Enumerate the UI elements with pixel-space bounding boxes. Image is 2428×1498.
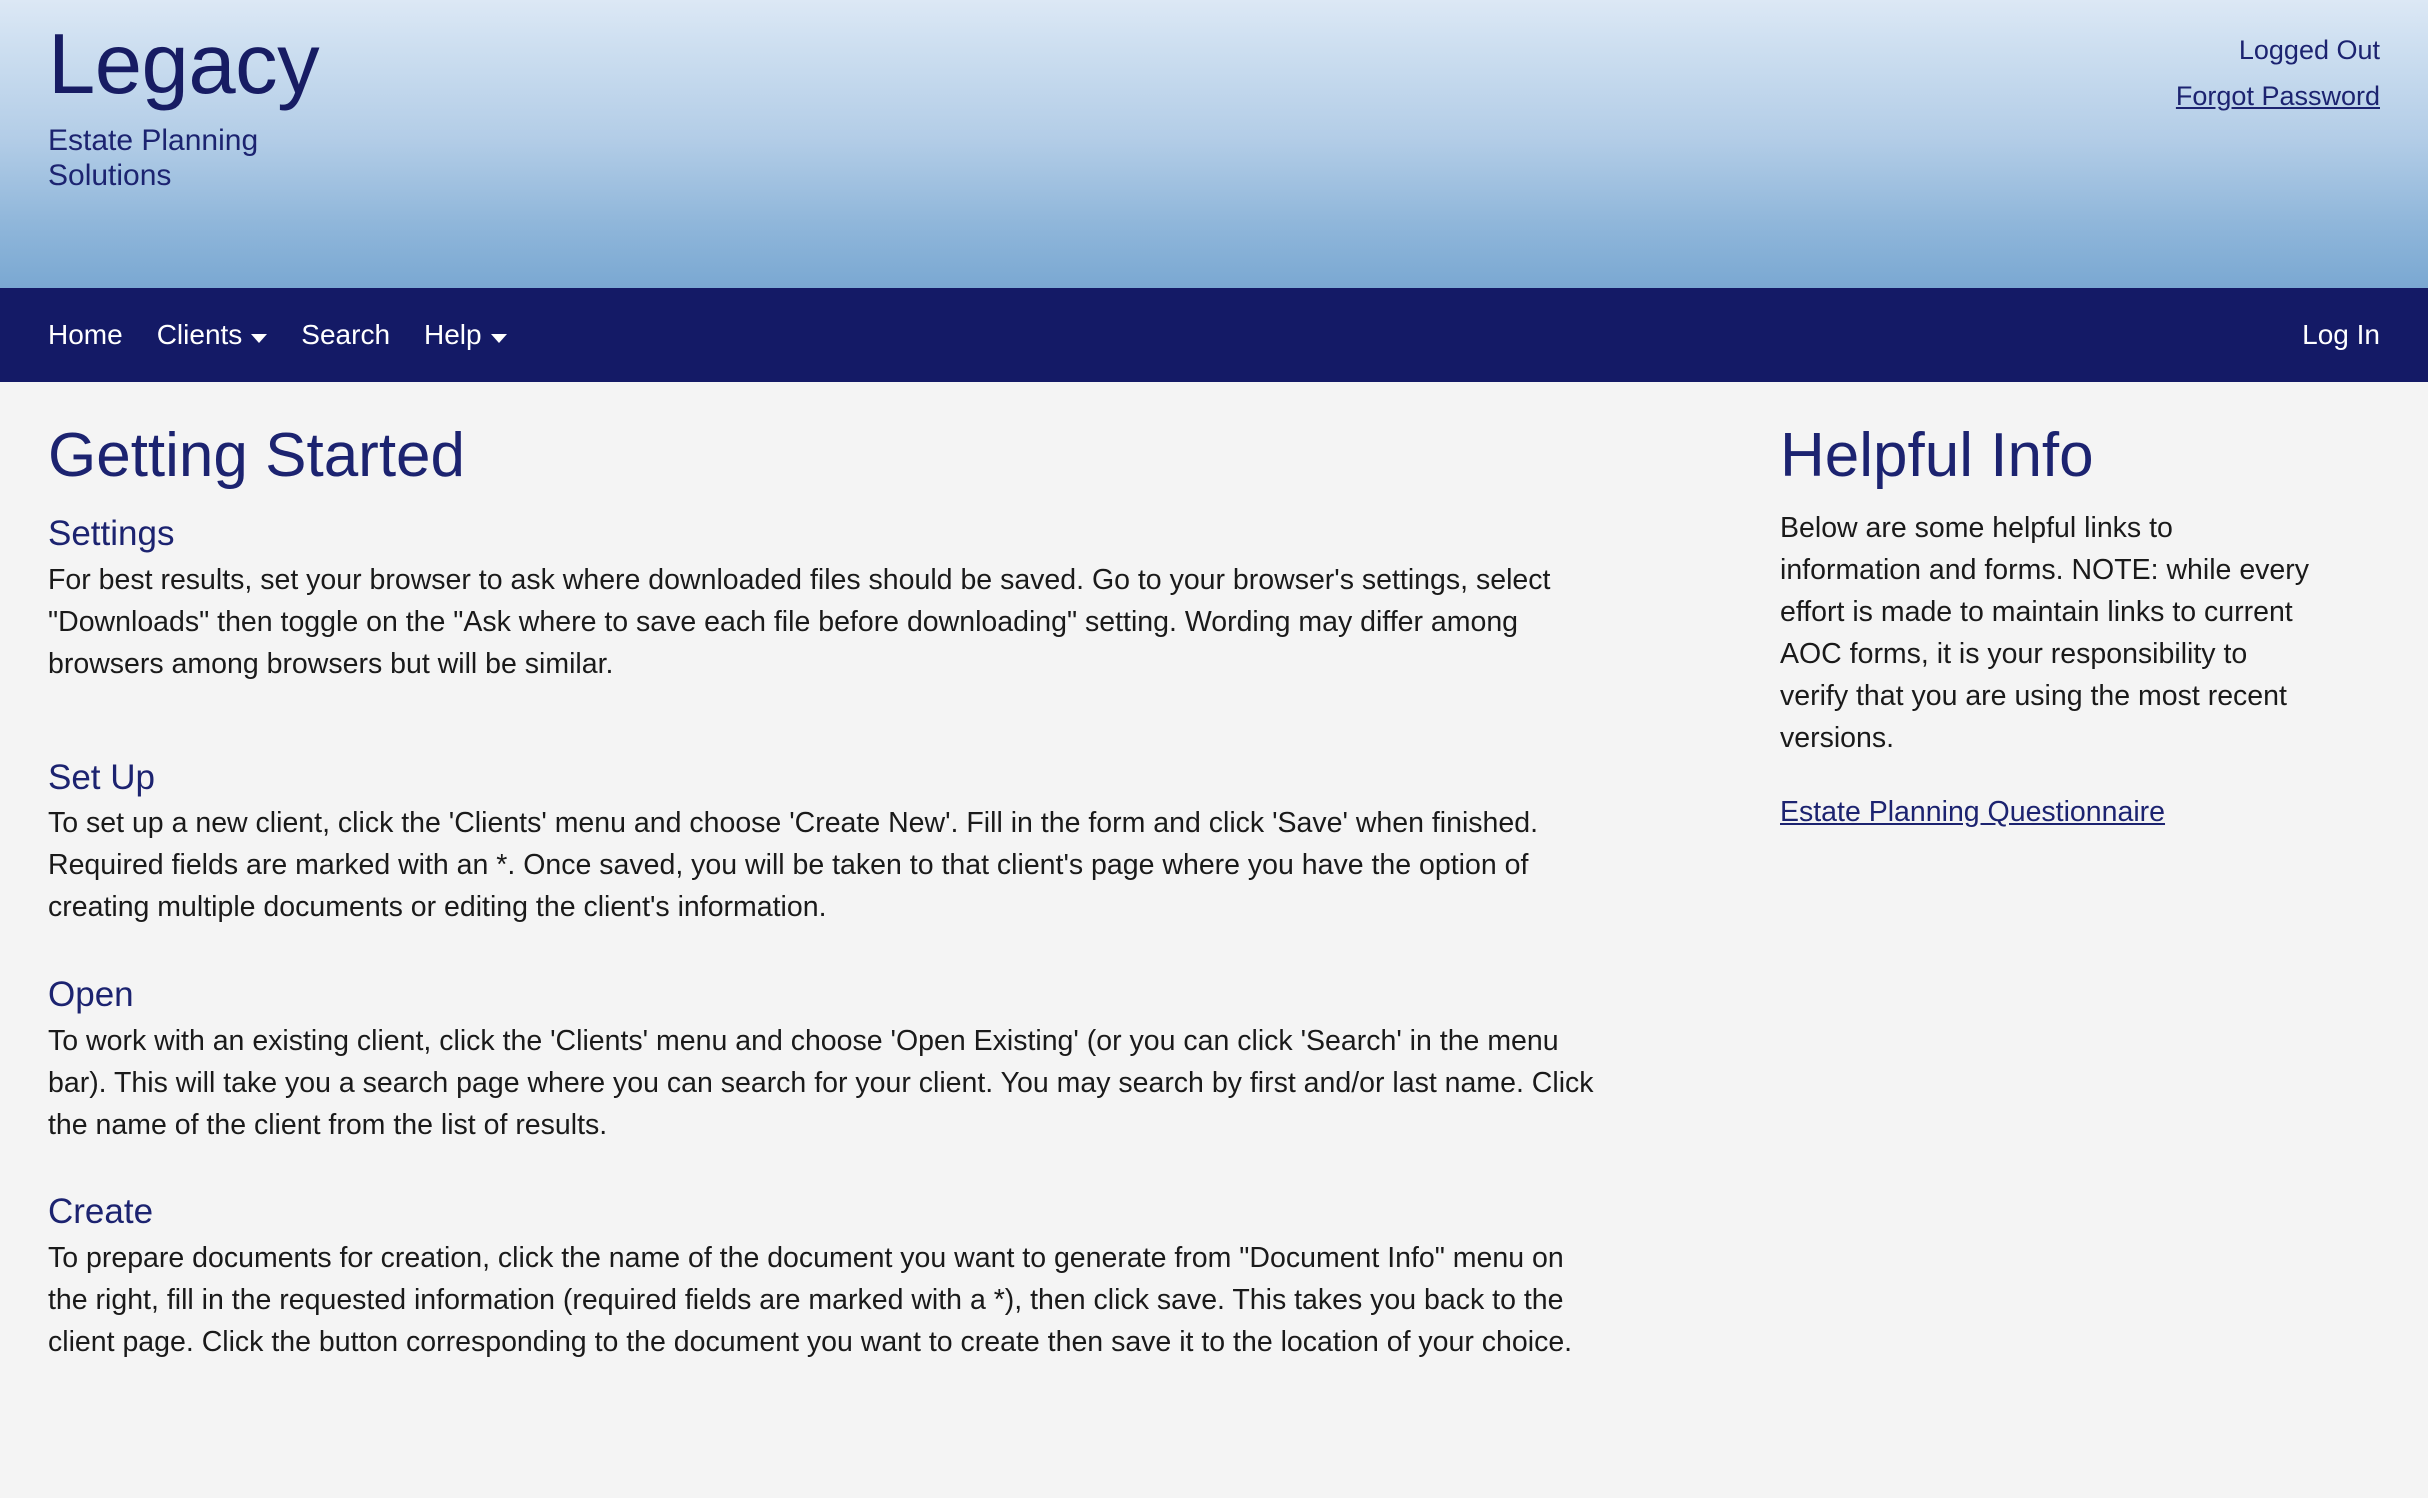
section-create (48, 1190, 1732, 1363)
section-body: For best results, set your browser to ask where downloaded files should be saved. Go to your browser's settings, select "Downloads" then toggle on the "Ask where to save each file before downloading" setting. Wording may differ among browsers among browsers but will be similar. (48, 563, 1551, 680)
nav-item-label: Help (424, 319, 482, 350)
section-body: To work with an existing client, click the 'Clients' menu and choose 'Open Existing' (or you can click 'Search' in the menu bar). This will take you a search page where you can search for your client. You may search by first and/or last name. Click the name of the client from the list of results. (48, 1024, 1594, 1141)
sidebar-description: Below are some helpful links to information and forms. NOTE: while every effort is made to maintain links to current AOC forms, it is your responsibility to verify that you are using the most recent versions. (1780, 512, 2310, 754)
nav-item-clients[interactable] (157, 319, 268, 351)
section-open (48, 973, 1732, 1146)
nav-item-label: Home (48, 319, 123, 350)
chevron-down-icon (491, 334, 507, 343)
nav-item-label: Clients (156, 319, 243, 350)
forgot-password-link[interactable]: Forgot Password (2175, 81, 2380, 112)
nav-item-help[interactable] (424, 319, 507, 351)
section-body: To set up a new client, click the 'Clients' menu and choose 'Create New'. Fill in the form and click 'Save' when finished. Required fields are marked with an *. Once saved, you will be taken to that client's page where you have the option of creating multiple documents or editing the client's information. (48, 807, 1539, 924)
sidebar-title: Helpful Info (1780, 421, 2094, 490)
section-settings (48, 512, 1732, 685)
header-banner (0, 0, 2428, 288)
nav-item-label: Search (301, 319, 391, 350)
brand-block (48, 12, 348, 194)
section-set-up (48, 756, 1732, 929)
chevron-down-icon (251, 334, 267, 343)
section-heading: Open (48, 975, 134, 1015)
section-body: To prepare documents for creation, click the name of the document you want to generate from "Document Info" menu on the right, fill in the requested information (required fields are marked with a *), then click save. This takes you back to the client page. Click the button corresponding to the document you want to create then save it to the location of your choice. (48, 1242, 1573, 1358)
section-heading: Create (48, 1192, 154, 1232)
estate-planning-questionnaire-link[interactable]: Estate Planning Questionnaire (1780, 795, 2166, 828)
content-area (0, 382, 2428, 1468)
session-status-block (2176, 34, 2380, 112)
nav-item-home[interactable] (48, 319, 123, 351)
nav-right (2302, 319, 2380, 351)
brand-title: Legacy (48, 17, 320, 112)
page-title: Getting Started (48, 421, 466, 490)
section-heading: Set Up (48, 757, 155, 797)
main-navbar (0, 288, 2428, 382)
section-heading: Settings (48, 514, 175, 554)
nav-item-search[interactable] (301, 319, 390, 351)
login-button[interactable]: Log In (2302, 319, 2380, 350)
brand-subtitle: Estate Planning Solutions (48, 124, 259, 193)
main-column (0, 382, 1780, 1468)
nav-items (48, 319, 507, 351)
logged-out-status: Logged Out (2238, 35, 2380, 65)
sidebar-column (1780, 382, 2428, 1468)
